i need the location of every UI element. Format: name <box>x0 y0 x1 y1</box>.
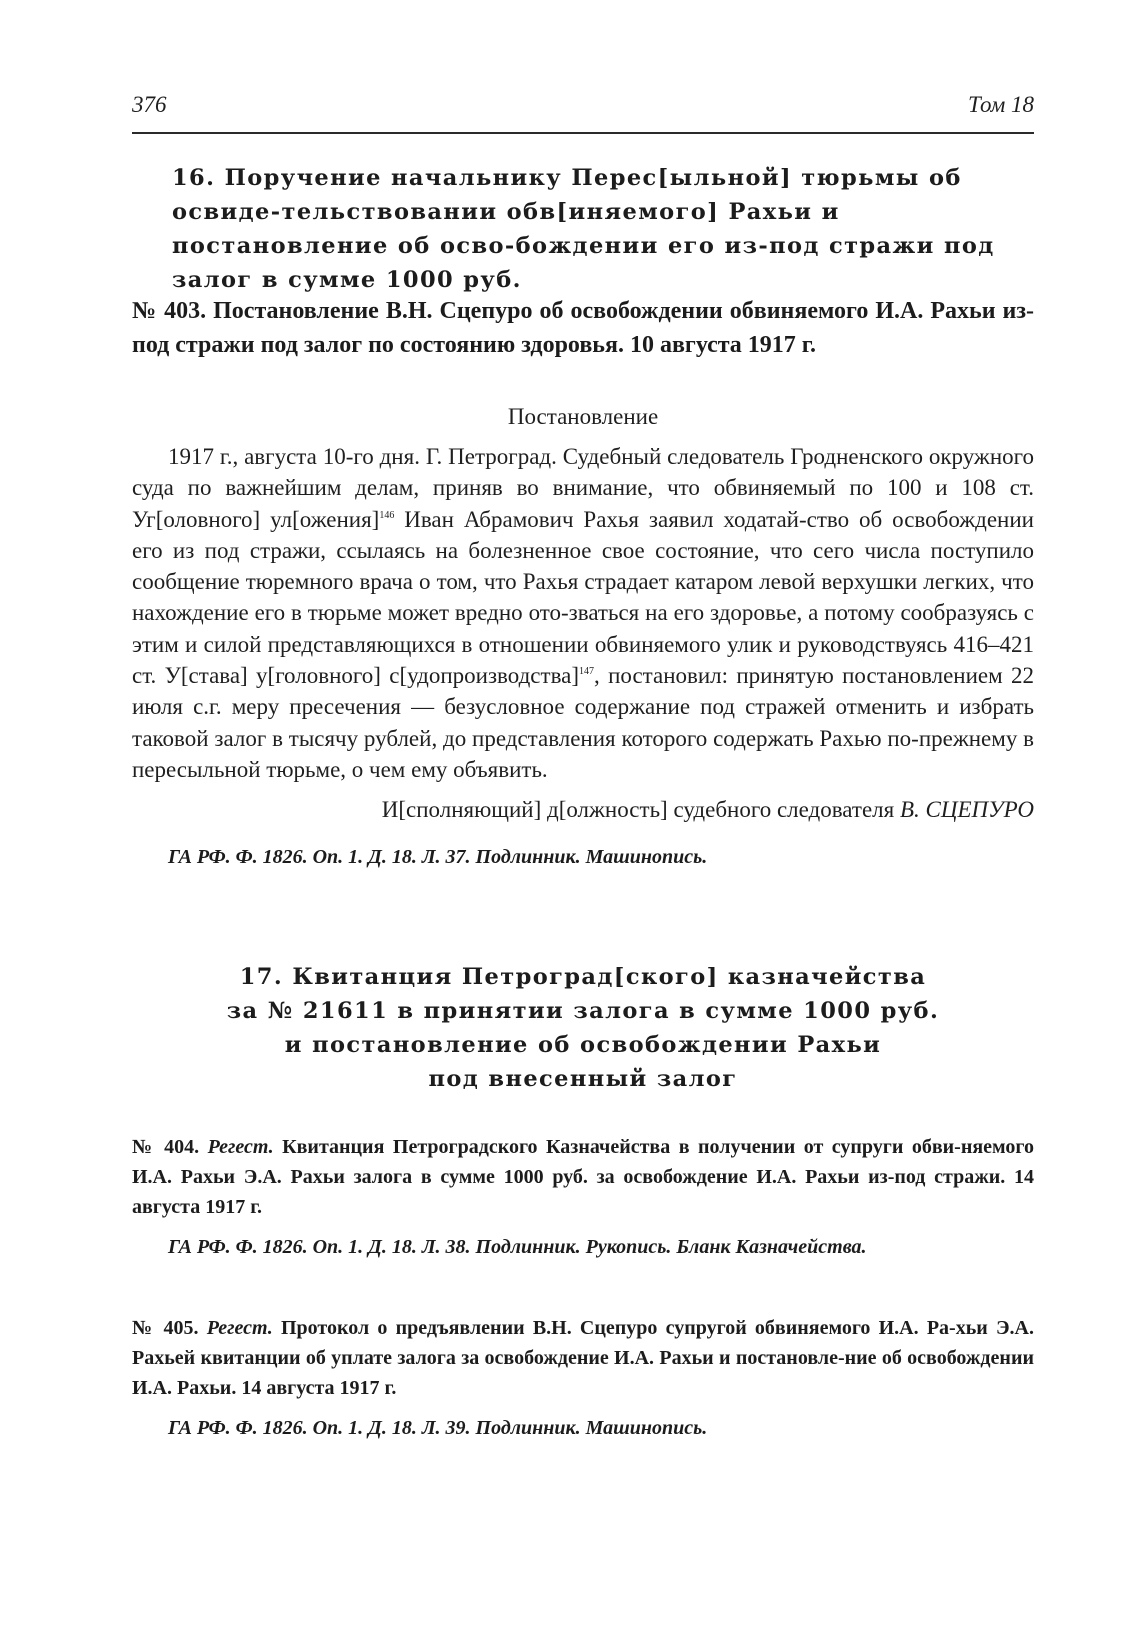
document-404-regest <box>132 1132 1034 1222</box>
body-text: , постановил: принятую постановлением 22 июля с.г. меру пресечения — безусловное содержание под стражей отменить и избрать таковой залог в тысячу рублей, до представления которого содержать Рахью по-прежнему в пересыльной тюрьме, о чем ему объявить. <box>132 663 1034 782</box>
body-text: Иван Абрамович Рахья заявил ходатай-ство об освобождении его из под стражи, ссылаясь на болезненное свое состояние, что сего числа поступило сообщение тюремного врача о том, что Рахья страдает катаром левой верхушки легких, что нахождение его в тюрьме может вредно ото-зваться на его здоровье, а потому сообразуясь с этим и силой представляющихся в отношении обвиняемого улик и руководствуясь 416–421 ст. У[става] у[головного] с[удопроизводства] <box>132 506 1034 689</box>
signature-name: В. СЦЕПУРО <box>900 797 1034 822</box>
regest-label: Регест. <box>207 1136 274 1158</box>
regest-text: Квитанция Петроградского Казначейства в получении от супруги обви-няемого И.А. Рахьи Э.А. Рахьи залога в сумме 1000 руб. за освобождение И.А. Рахьи из-под стражи. 14 августа 1917 г. <box>132 1136 1034 1218</box>
footnote-marker-146[interactable]: 146 <box>379 509 395 521</box>
regest-label: Регест. <box>206 1317 273 1339</box>
page-header <box>132 92 1034 132</box>
document-number: № 404. <box>132 1136 208 1158</box>
signature-role: И[сполняющий] д[олжность] судебного следователя <box>381 797 900 822</box>
document-number: № 405. <box>132 1317 207 1339</box>
document-403-title: № 403. Постановление В.Н. Сцепуро об освобождении обвиняемого И.А. Рахьи из-под стражи под залог по состоянию здоровья. 10 августа 1917 г. <box>132 298 1034 358</box>
document-403-body <box>132 441 1034 785</box>
document-403-heading: Постановление <box>507 404 659 429</box>
document-403-source: ГА РФ. Ф. 1826. Оп. 1. Д. 18. Л. 37. Подлинник. Машинопись. <box>168 846 708 868</box>
document-page <box>132 0 1034 1631</box>
document-404-source: ГА РФ. Ф. 1826. Оп. 1. Д. 18. Л. 38. Подлинник. Рукопись. Бланк Казначейства. <box>168 1236 867 1258</box>
header-divider <box>132 132 1034 134</box>
section-17-title-line: и постановление об освобождении Рахьи <box>284 1032 882 1058</box>
section-17-title-line: под внесенный залог <box>428 1066 738 1092</box>
section-17-title-line: за № 21611 в принятии залога в сумме 1000 руб. <box>226 998 940 1024</box>
document-405-source: ГА РФ. Ф. 1826. Оп. 1. Д. 18. Л. 39. Подлинник. Машинопись. <box>168 1417 708 1439</box>
volume-label: Том 18 <box>967 92 1034 117</box>
section-16-title: 16. Поручение начальнику Перес[ыльной] тюрьмы об освиде-тельствовании обв[иняемого] Рахьи и постановление об осво-бождении его из-под стражи под залог в сумме 1000 руб. <box>172 165 995 293</box>
body-text: 1917 г., августа 10-го дня. Г. Петроград. Судебный следователь Гродненского окружного суда по важнейшим делам, приняв во внимание, что обвиняемый по 100 и 108 ст. Уг[оловного] ул[ожения] <box>132 444 1034 532</box>
document-405-regest <box>132 1313 1034 1403</box>
page-number: 376 <box>132 92 167 117</box>
footnote-marker-147[interactable]: 147 <box>579 666 594 678</box>
regest-text: Протокол о предъявлении В.Н. Сцепуро супругой обвиняемого И.А. Ра-хьи Э.А. Рахьей квитанции об уплате залога за освобождение И.А. Рахьи и постановле-ние об освобождении И.А. Рахьи. 14 августа 1917 г. <box>132 1317 1035 1399</box>
document-403-signature <box>132 793 1034 827</box>
section-17-title <box>132 960 1034 1096</box>
section-17-title-line: 17. Квитанция Петроград[ского] казначейства <box>239 964 927 990</box>
